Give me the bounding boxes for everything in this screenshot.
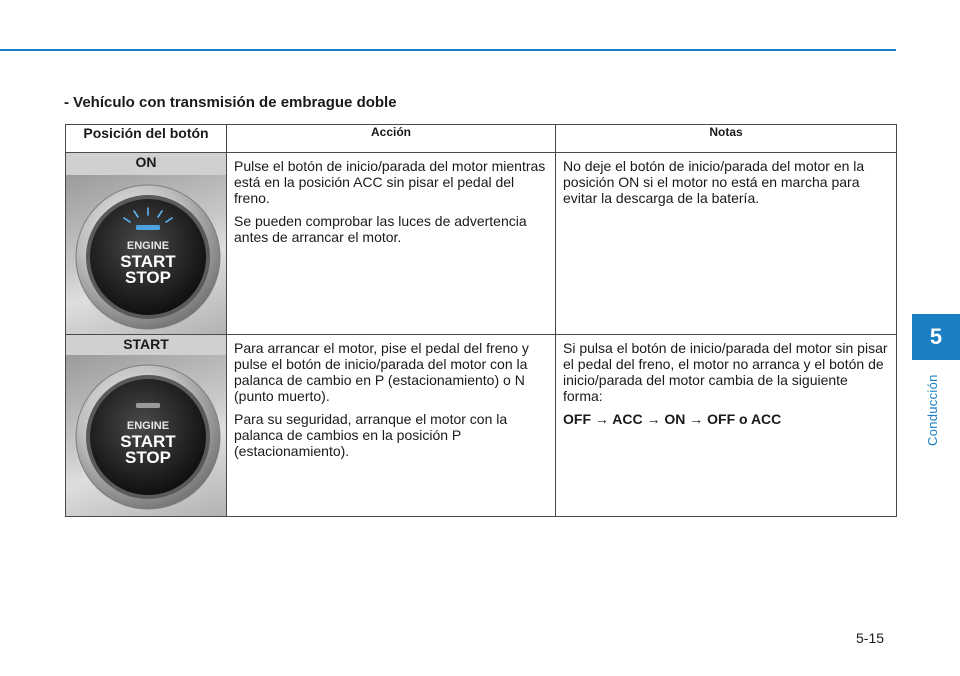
- action-paragraph: Pulse el botón de inicio/parada del motor mientras está en la posición ACC sin pisar el pedal del freno.: [234, 158, 546, 206]
- button-text-stop: STOP: [125, 268, 171, 287]
- button-text-engine: ENGINE: [126, 240, 170, 252]
- header-notes: Notas: [556, 125, 897, 153]
- notes-paragraph: Si pulsa el botón de inicio/parada del motor sin pisar el pedal del freno, el motor no arranca y el botón de inicio/parada del motor cambia de la siguiente forma:: [563, 340, 888, 404]
- chapter-tab: 5: [912, 314, 960, 360]
- chapter-label: [923, 368, 945, 448]
- notes-cell-start: [556, 335, 897, 517]
- button-position-table: [65, 124, 897, 517]
- button-text-start: START: [120, 432, 176, 451]
- header-position: Posición del botón: [66, 125, 227, 153]
- action-paragraph: Se pueden comprobar las luces de advertencia antes de arrancar el motor.: [234, 213, 527, 245]
- table-row-on: [66, 153, 897, 335]
- button-text-engine: ENGINE: [126, 420, 170, 432]
- position-label-on: ON: [66, 153, 226, 175]
- table-header-row: [66, 125, 897, 153]
- action-cell-on: [227, 153, 556, 335]
- position-cell-start: [66, 335, 227, 517]
- mode-sequence: OFF → ACC → ON → OFF o ACC: [563, 411, 782, 427]
- button-text-start: START: [120, 252, 176, 271]
- position-label-start: START: [66, 335, 226, 355]
- header-action: Acción: [227, 125, 556, 153]
- top-rule: [0, 49, 896, 51]
- chapter-label-text: Conducción: [925, 374, 940, 446]
- action-paragraph: Para arrancar el motor, pise el pedal del freno y pulse el botón de inicio/parada del motor con la palanca de cambio en P (estacionamiento) o N (punto muerto).: [234, 340, 529, 404]
- position-cell-on: [66, 153, 227, 335]
- notes-cell-on: [556, 153, 897, 335]
- section-heading: - Vehículo con transmisión de embrague doble: [64, 94, 397, 111]
- engine-button-image-on: [66, 175, 226, 334]
- engine-button-image-start: [66, 355, 226, 516]
- page-number: 5-15: [856, 630, 885, 646]
- table-row-start: [66, 335, 897, 517]
- action-cell-start: [227, 335, 556, 517]
- notes-paragraph: No deje el botón de inicio/parada del motor en la posición ON si el motor no está en marcha para evitar la descarga de la batería.: [563, 158, 865, 206]
- action-paragraph: Para su seguridad, arranque el motor con la palanca de cambios en la posición P (estacionamiento).: [234, 411, 508, 459]
- button-text-stop: STOP: [125, 448, 171, 467]
